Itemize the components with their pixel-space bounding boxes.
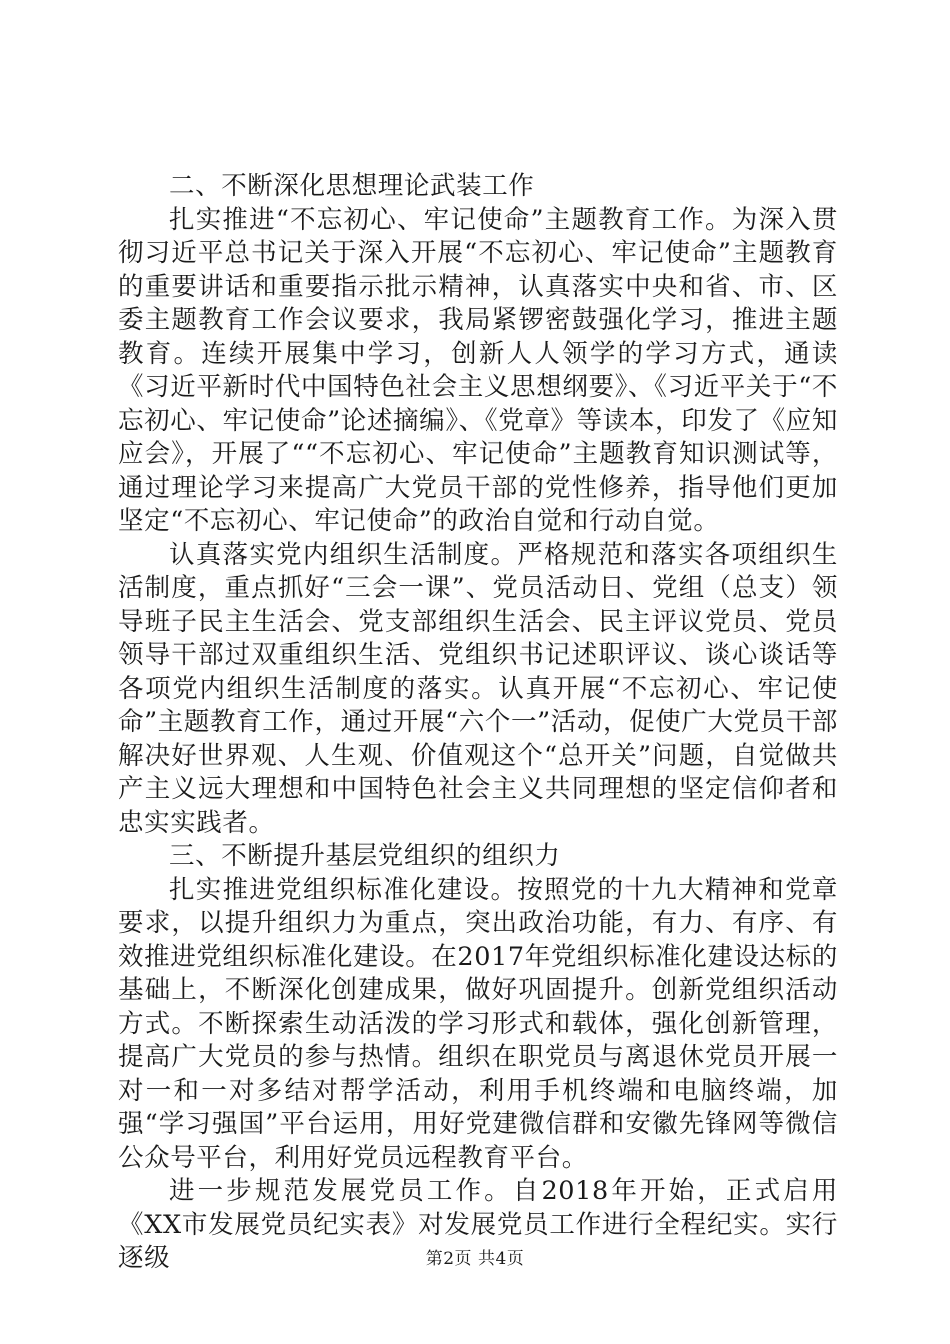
paragraph-standardization: 扎实推进党组织标准化建设。按照党的十九大精神和党章要求，以提升组织力为重点，突出政治功能，有力、有序、有效推进党组织标准化建设。在2017年党组织标准化建设达标的基础上，不断深化创建成果，做好巩固提升。创新党组织活动方式。不断探索生动活泼的学习形式和载体，强化创新管理，提高广大党员的参与热情。组织在职党员与离退休党员开展一对一和一对多结对帮学活动，利用手机终端和电脑终端，加强“学习强国”平台运用，用好党建微信群和安徽先锋网等微信公众号平台，利用好党员远程教育平台。 <box>118 874 838 1173</box>
paragraph-theme-education: 扎实推进“不忘初心、牢记使命”主题教育工作。为深入贯彻习近平总书记关于深入开展“不忘初心、牢记使命”主题教育的重要讲话和重要指示批示精神，认真落实中央和省、市、区委主题教育工作会议要求，我局紧锣密鼓强化学习，推进主题教育。连续开展集中学习，创新人人领学的学习方式，通读《习近平新时代中国特色社会主义思想纲要》、《习近平关于“不忘初心、牢记使命”论述摘编》、《党章》等读本，印发了《应知应会》，开展了““不忘初心、牢记使命”主题教育知识测试等，通过理论学习来提高广大党员干部的党性修养，指导他们更加坚定“不忘初心、牢记使命”的政治自觉和行动自觉。 <box>118 204 838 536</box>
page-footer <box>0 1244 950 1269</box>
page-number: 第2页 共4页 <box>425 1249 525 1269</box>
section-heading-3: 三、不断提升基层党组织的组织力 <box>169 841 561 871</box>
document-body <box>118 170 838 1276</box>
section-heading-2: 二、不断深化思想理论武装工作 <box>169 171 535 201</box>
paragraph-member-development: 进一步规范发展党员工作。自2018年开始，正式启用《XX市发展党员纪实表》对发展党员工作进行全程纪实。实行逐级 <box>118 1176 838 1273</box>
paragraph-organization-life: 认真落实党内组织生活制度。严格规范和落实各项组织生活制度，重点抓好“三会一课”、党员活动日、党组（总支）领导班子民主生活会、党支部组织生活会、民主评议党员、党员领导干部过双重组织生活、党组织书记述职评议、谈心谈话等各项党内组织生活制度的落实。认真开展“不忘初心、牢记使命”主题教育工作，通过开展“六个一”活动，促使广大党员干部解决好世界观、人生观、价值观这个“总开关”问题，自觉做共产主义远大理想和中国特色社会主义共同理想的坚定信仰者和忠实实践者。 <box>118 539 838 838</box>
